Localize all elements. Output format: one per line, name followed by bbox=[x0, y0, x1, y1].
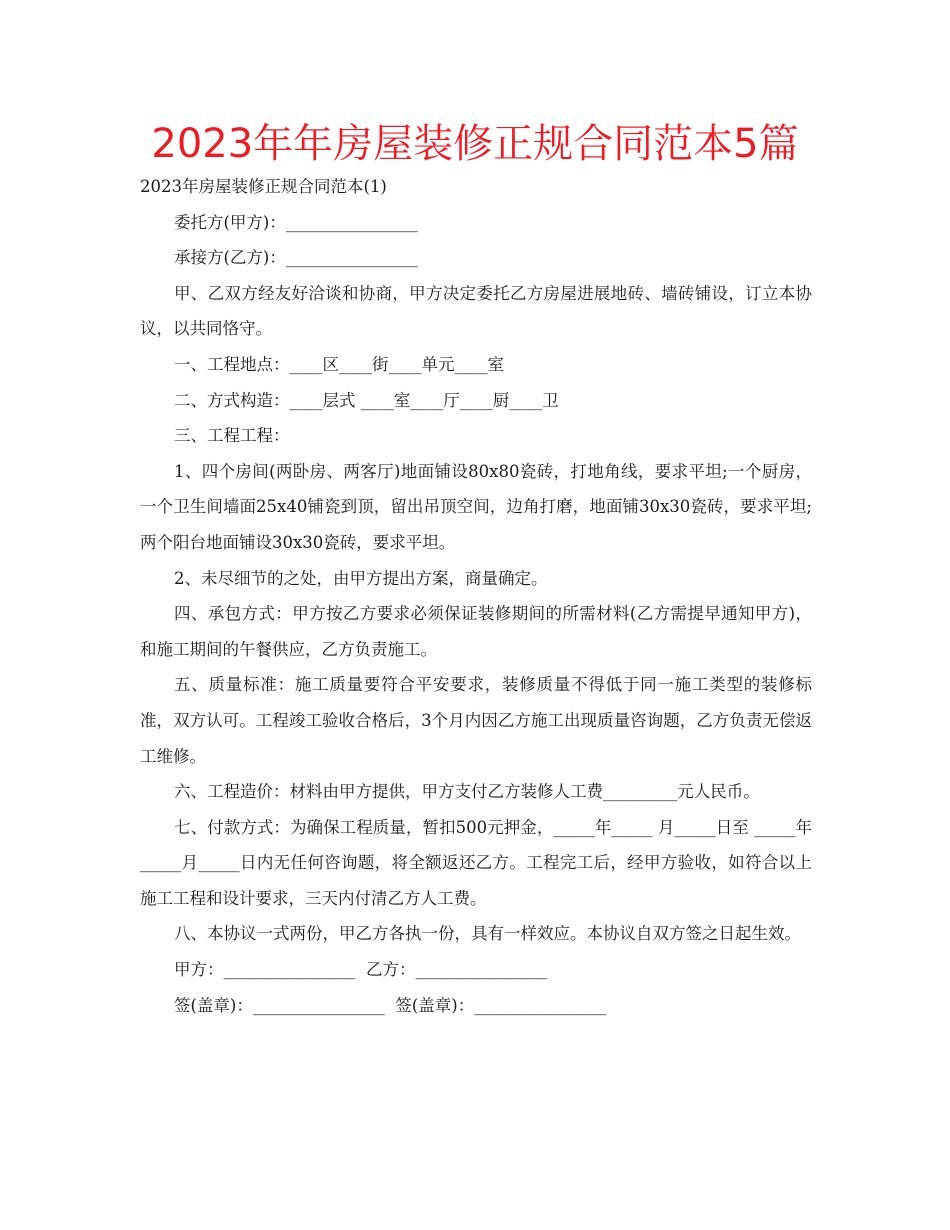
document-paragraph: 六、工程造价：材料由甲方提供，甲方支付乙方装修人工费_________元人民币。 bbox=[174, 782, 760, 802]
document-paragraph: 承接方(乙方)：________________ bbox=[174, 248, 418, 268]
document-paragraph: 甲方：________________ 乙方：________________ bbox=[174, 960, 548, 980]
document-paragraph: 甲、乙双方经友好洽谈和协商，甲方决定委托乙方房屋进展地砖、墙砖铺设，订立本协议，以共同恪守。 bbox=[140, 283, 812, 339]
document-paragraph: 2、未尽细节的之处，由甲方提出方案，商量确定。 bbox=[174, 568, 548, 588]
document-paragraph: 三、工程工程： bbox=[174, 426, 290, 446]
document-paragraph: 委托方(甲方)：________________ bbox=[174, 212, 418, 232]
document-paragraph: 四、承包方式：甲方按乙方要求必须保证装修期间的所需材料(乙方需提早通知甲方)，和施工期间的午餐供应，乙方负责施工。 bbox=[140, 604, 812, 659]
document-paragraph: 一、工程地点：____区____街____单元____室 bbox=[174, 354, 504, 374]
document-paragraph: 八、本协议一式两份，甲乙方各执一份，具有一样效应。本协议自双方签之日起生效。 bbox=[174, 924, 801, 944]
document-paragraph: 1、四个房间(两卧房、两客厅)地面铺设80x80瓷砖，打地角线，要求平坦;一个厨房，一个卫生间墙面25x40铺瓷到顶，留出吊顶空间，边角打磨，地面铺30x30瓷砖，要求平坦;两个阳台地面铺设30x30瓷砖，要求平坦。 bbox=[140, 461, 812, 552]
document-body bbox=[140, 169, 818, 1023]
document-paragraph: 五、质量标准：施工质量要符合平安要求，装修质量不得低于同一施工类型的装修标准，双方认可。工程竣工验收合格后，3个月内因乙方施工出现质量咨询题，乙方负责无偿返工维修。 bbox=[140, 675, 812, 766]
document-title: 2023年年房屋装修正规合同范本5篇 bbox=[151, 121, 799, 167]
document-paragraph: 2023年房屋装修正规合同范本(1) bbox=[140, 177, 387, 196]
document-paragraph: 七、付款方式：为确保工程质量，暂扣500元押金，_____年_____ 月_____日至 _____年 _____月_____日内无任何咨询题，将全额返还乙方。工程完工后，经甲方验收，如符合以上施工工程和设计要求，三天内付清乙方人工费。 bbox=[140, 817, 818, 908]
document-paragraph: 签(盖章)：________________ 签(盖章)：________________ bbox=[174, 995, 607, 1015]
document-paragraph: 二、方式构造：____层式 ____室____厅____厨____卫 bbox=[174, 390, 559, 410]
